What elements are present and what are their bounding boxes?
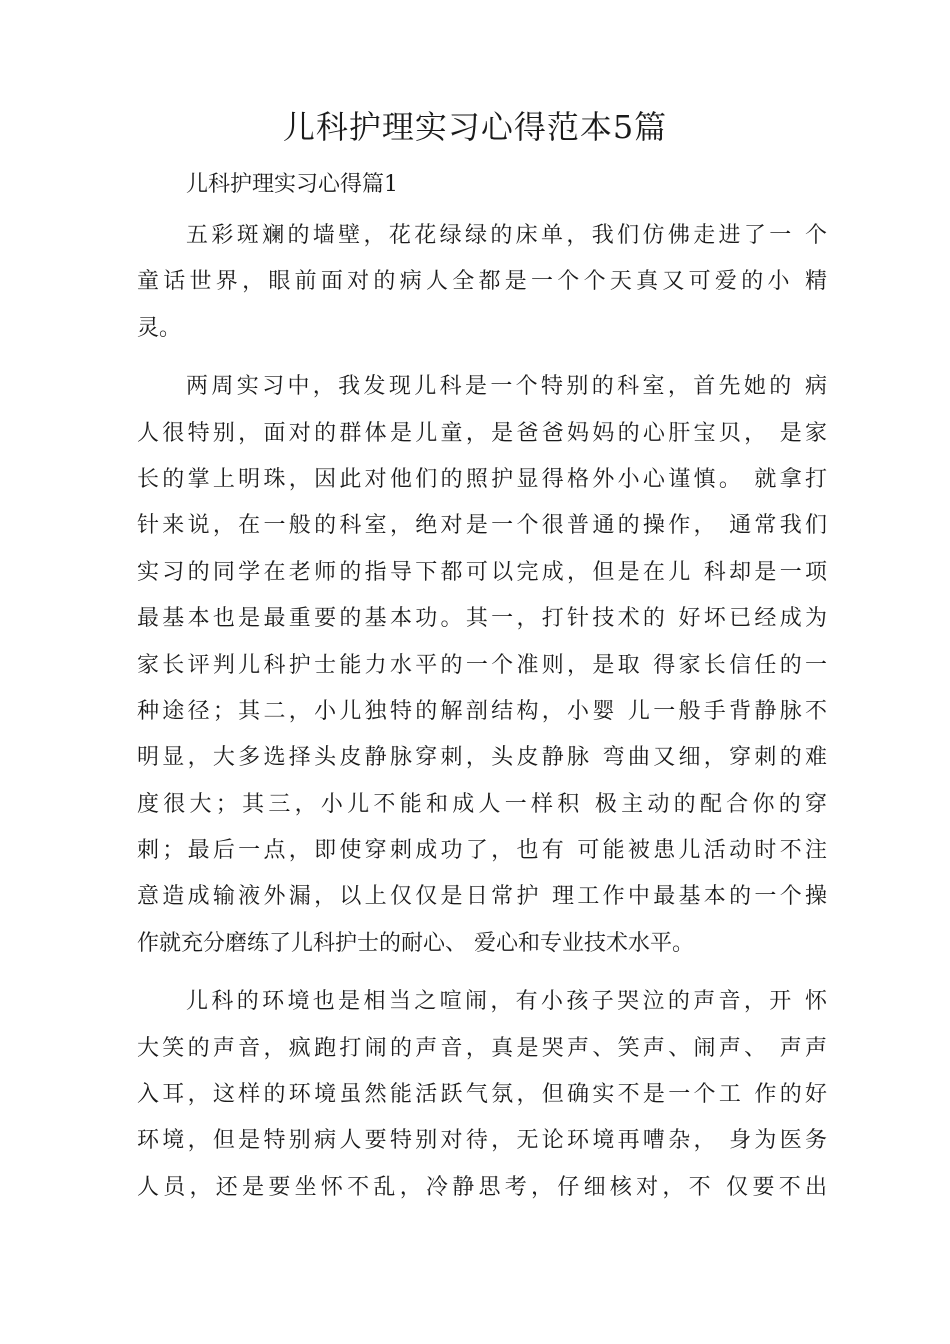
paragraph-line: 刺；最后一点，即使穿刺成功了，也有 可能被患儿活动时不注: [137, 838, 827, 864]
paragraph-line: 家长评判儿科护士能力水平的一个准则，是取 得家长信任的一: [137, 652, 827, 678]
paragraph-line: 五彩斑斓的墙壁，花花绿绿的床单，我们仿佛走进了一 个: [186, 223, 827, 248]
paragraph-line: 作就充分磨练了儿科护士的耐心、 爱心和专业技术水平。: [137, 930, 694, 956]
paragraph-line: 最基本也是最重要的基本功。其一，打针技术的 好坏已经成为: [137, 606, 827, 632]
paragraph-gap: [137, 352, 827, 364]
paragraph-line: 两周实习中，我发现儿科是一个特别的科室，首先她的 病: [186, 374, 827, 400]
paragraph-2: [137, 364, 827, 967]
document-body: [137, 213, 827, 1211]
paragraph-line: 儿科的环境也是相当之喧闹，有小孩子哭泣的声音，开 怀: [186, 989, 827, 1015]
paragraph-line: 长的掌上明珠，因此对他们的照护显得格外小心谨慎。 就拿打: [137, 466, 827, 492]
paragraph-line: 度很大；其三，小儿不能和成人一样积 极主动的配合你的穿: [137, 791, 827, 817]
paragraph-line: 人很特别，面对的群体是儿童，是爸爸妈妈的心肝宝贝， 是家: [137, 420, 827, 446]
paragraph-line: 入耳，这样的环境虽然能活跃气氛，但确实不是一个工 作的好: [137, 1082, 827, 1108]
section-heading: 儿科护理实习心得篇1: [186, 172, 398, 197]
paragraph-gap: [137, 967, 827, 979]
paragraph-1: [137, 213, 827, 352]
paragraph-line: 意造成输液外漏，以上仅仅是日常护 理工作中最基本的一个操: [137, 884, 827, 910]
paragraph-line: 童话世界，眼前面对的病人全都是一个个天真又可爱的小 精: [137, 269, 827, 295]
paragraph-line: 环境，但是特别病人要特别对待，无论环境再嘈杂， 身为医务: [137, 1128, 827, 1154]
paragraph-line: 实习的同学在老师的指导下都可以完成，但是在儿 科却是一项: [137, 559, 827, 585]
document-title: 儿科护理实习心得范本5篇: [282, 108, 668, 146]
paragraph-line: 明显，大多选择头皮静脉穿刺，头皮静脉 弯曲又细，穿刺的难: [137, 745, 827, 771]
paragraph-line: 大笑的声音，疯跑打闹的声音，真是哭声、笑声、闹声、 声声: [137, 1035, 827, 1061]
paragraph-3: [137, 979, 827, 1211]
paragraph-line: 种途径；其二，小儿独特的解剖结构，小婴 儿一般手背静脉不: [137, 698, 827, 724]
paragraph-line: 灵。: [137, 315, 182, 341]
paragraph-line: 针来说，在一般的科室，绝对是一个很普通的操作， 通常我们: [137, 513, 827, 539]
paragraph-line: 人员，还是要坐怀不乱，冷静思考，仔细核对，不 仅要不出: [137, 1174, 827, 1200]
